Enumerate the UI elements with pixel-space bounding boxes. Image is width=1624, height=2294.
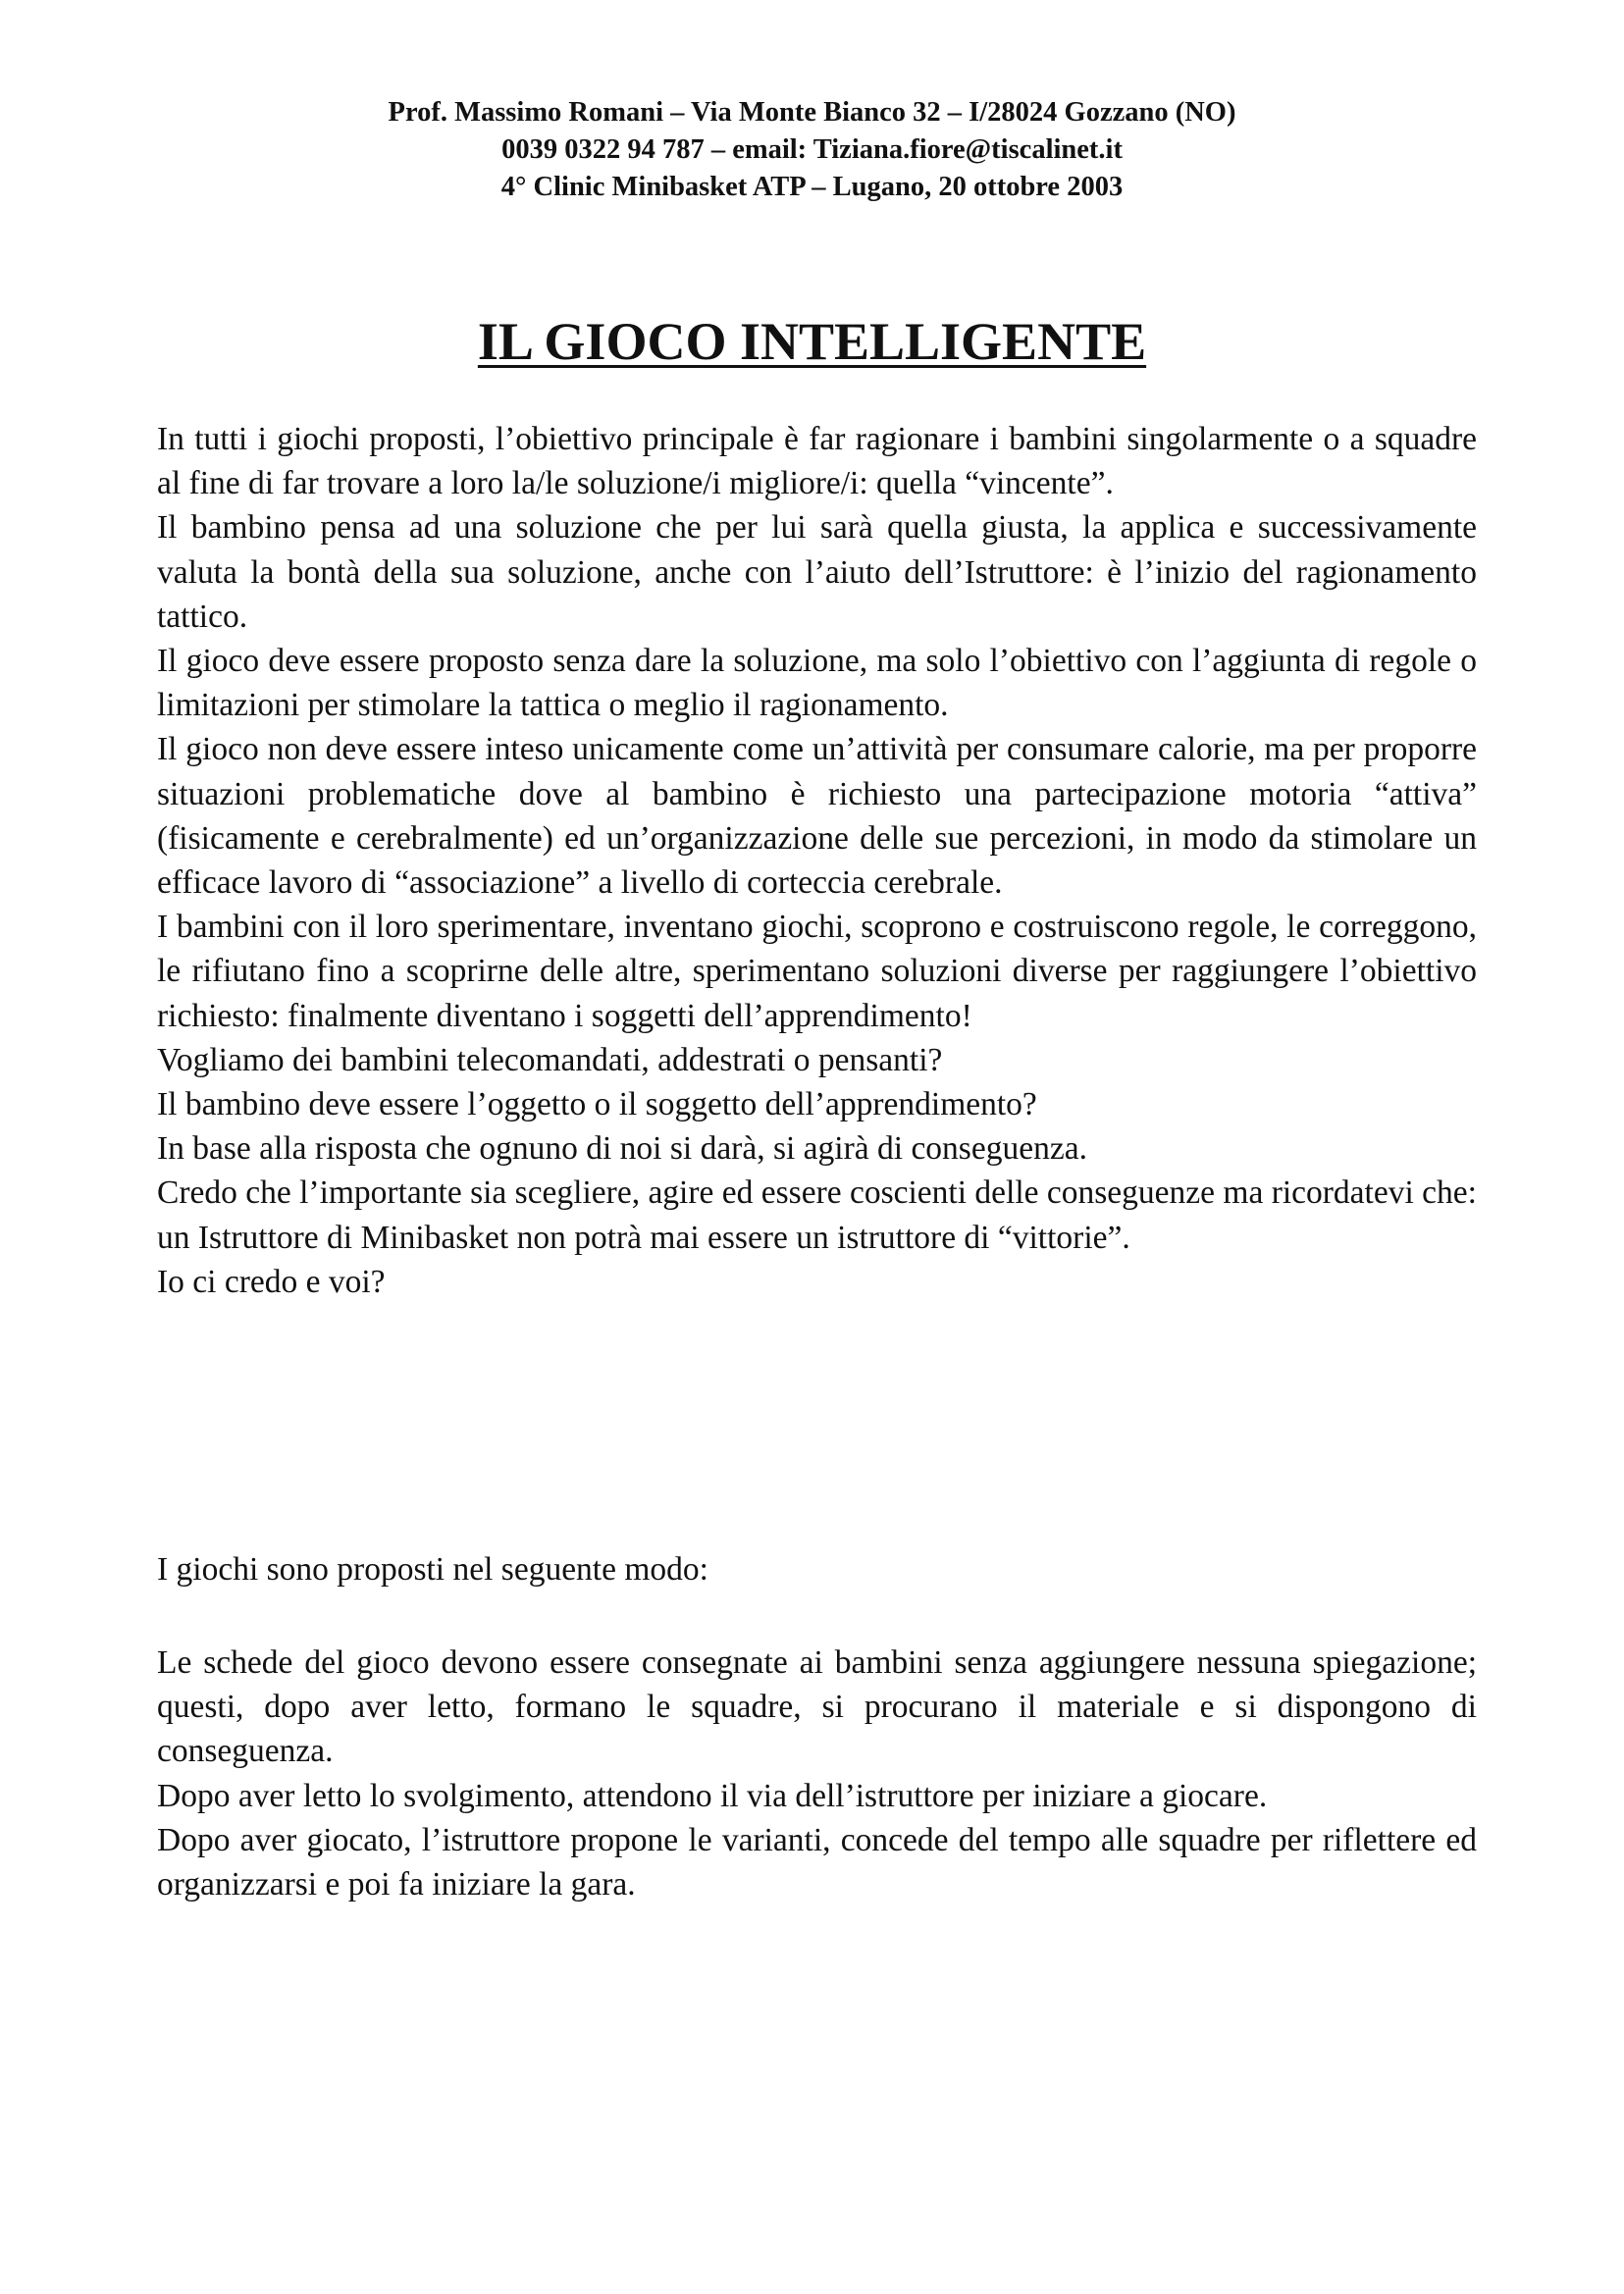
header-author-address: Prof. Massimo Romani – Via Monte Bianco 32 – I/28024 Gozzano (NO) (388, 97, 1236, 128)
header-contact: 0039 0322 94 787 – email: Tiziana.fiore@tiscalinet.it (501, 134, 1123, 165)
header-event: 4° Clinic Minibasket ATP – Lugano, 20 ottobre 2003 (500, 172, 1124, 202)
paragraph: Dopo aver giocato, l’istruttore propone le varianti, concede del tempo alle squadre per riflettere ed organizzarsi e poi fa iniziare la gara. (157, 1821, 1477, 1903)
paragraph: I bambini con il loro sperimentare, inventano giochi, scoprono e costruiscono regole, le correggono, le rifiutano fino a scoprirne delle altre, sperimentano soluzioni diverse per raggiungere l’obiettivo richiesto: finalmente diventano i soggetti dell’apprendimento! (157, 909, 1477, 1034)
paragraph: In base alla risposta che ognuno di noi si darà, si agirà di conseguenza. (157, 1130, 1087, 1168)
method-section (157, 1641, 1477, 1906)
document-title: IL GIOCO INTELLIGENTE (477, 312, 1147, 371)
paragraph: Dopo aver letto lo svolgimento, attendono il via dell’istruttore per iniziare a giocare. (157, 1777, 1268, 1814)
intro-section (157, 417, 1477, 1304)
paragraph: Il gioco deve essere proposto senza dare la soluzione, ma solo l’obiettivo con l’aggiunta di regole o limitazioni per stimolare la tattica o meglio il ragionamento. (157, 643, 1477, 724)
paragraph: Io ci credo e voi? (157, 1263, 386, 1300)
paragraph: Il bambino pensa ad una soluzione che per lui sarà quella giusta, la applica e successivamente valuta la bontà della sua soluzione, anche con l’aiuto dell’Istruttore: è l’inizio del ragionamento tattico. (157, 509, 1477, 635)
paragraph: Il gioco non deve essere inteso unicamente come un’attività per consumare calorie, ma per proporre situazioni problematiche dove al bambino è richiesto una partecipazione motoria “attiva” (fisicamente e cerebralmente) ed un’organizzazione delle sue percezioni, in modo da stimolare un efficace lavoro di “associazione” a livello di corteccia cerebrale. (157, 731, 1477, 902)
document-header (0, 94, 1624, 206)
paragraph: In tutti i giochi proposti, l’obiettivo principale è far ragionare i bambini singolarmente o a squadre al fine di far trovare a loro la/le soluzione/i migliore/i: quella “vincente”. (157, 421, 1477, 502)
paragraph: un Istruttore di Minibasket non potrà mai essere un istruttore di “vittorie”. (157, 1219, 1130, 1256)
paragraph: Credo che l’importante sia scegliere, agire ed essere coscienti delle conseguenze ma ricordatevi che: (157, 1174, 1477, 1212)
paragraph: Vogliamo dei bambini telecomandati, addestrati o pensanti? (157, 1041, 943, 1078)
method-intro-section (157, 1547, 1477, 1591)
method-intro: I giochi sono proposti nel seguente modo: (157, 1551, 708, 1588)
paragraph: Le schede del gioco devono essere consegnate ai bambini senza aggiungere nessuna spiegazione; questi, dopo aver letto, formano le squadre, si procurano il materiale e si dispongono di conseguenza. (157, 1644, 1477, 1770)
paragraph: Il bambino deve essere l’oggetto o il soggetto dell’apprendimento? (157, 1086, 1037, 1123)
